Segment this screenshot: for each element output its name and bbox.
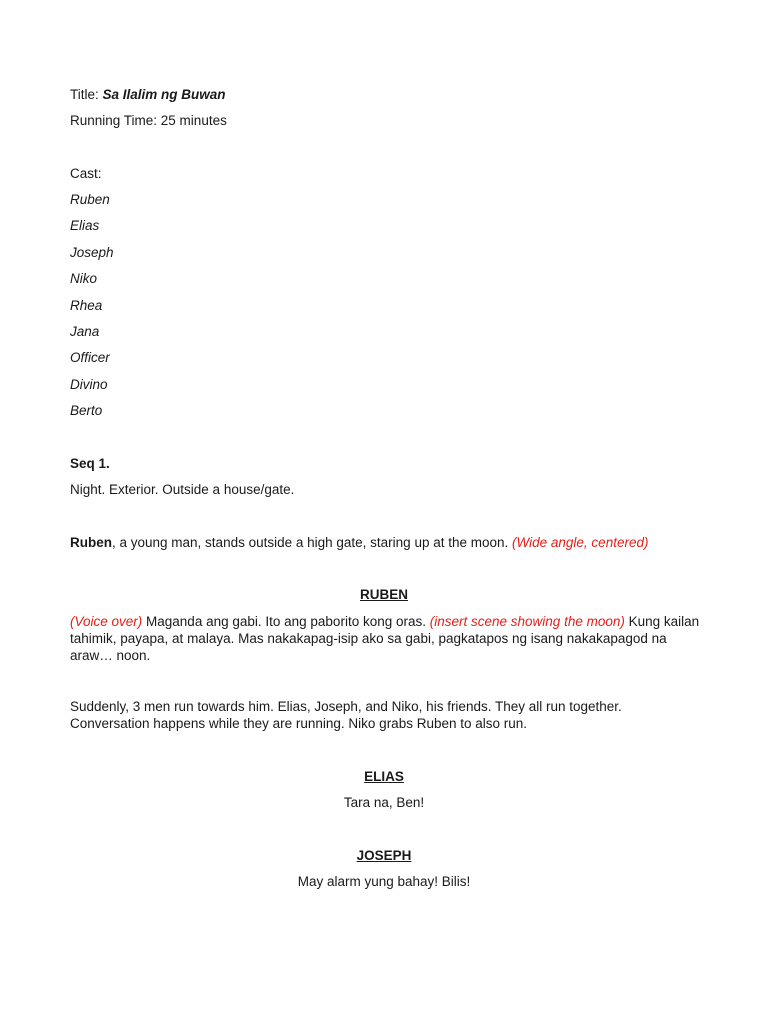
character-cue-wrap: [0, 847, 768, 865]
cast-member: Rhea: [70, 298, 103, 313]
scene-setting: Night. Exterior. Outside a house/gate.: [70, 482, 295, 497]
running-time: Running Time: 25 minutes: [70, 113, 227, 128]
title-label: Title:: [70, 87, 99, 102]
sequence-heading: Seq 1.: [70, 456, 110, 471]
cast-heading: Cast:: [70, 166, 102, 181]
character-cue-elias: ELIAS: [364, 769, 404, 784]
cast-member: Ruben: [70, 192, 110, 207]
cast-member: Niko: [70, 271, 98, 286]
character-name-ruben: Ruben: [70, 535, 112, 550]
cast-member: Officer: [70, 350, 110, 365]
cast-member: Joseph: [70, 245, 114, 260]
character-cue-ruben: RUBEN: [359, 587, 408, 602]
joseph-dialogue: May alarm yung bahay! Bilis!: [297, 874, 471, 889]
voice-over-direction: (Voice over): [70, 614, 143, 629]
cast-member: Jana: [70, 324, 100, 339]
action-paragraph: Suddenly, 3 men run towards him. Elias, Joseph, and Niko, his friends. They all run together. Conversation happens while they are running. Niko grabs Ruben to also run.: [70, 699, 622, 731]
title-line: [70, 86, 226, 104]
character-cue-wrap: [0, 586, 768, 604]
action-text: , a young man, stands outside a high gate, staring up at the moon.: [112, 535, 513, 550]
action-line: [70, 534, 648, 552]
character-cue-joseph: JOSEPH: [356, 848, 412, 863]
character-cue-wrap: [0, 768, 768, 786]
dialogue-text: Maganda ang gabi. Ito ang paborito kong oras.: [142, 614, 430, 629]
cast-member: Elias: [70, 218, 100, 233]
script-title: Sa Ilalim ng Buwan: [102, 87, 226, 102]
cast-member: Divino: [70, 377, 108, 392]
elias-dialogue: Tara na, Ben!: [343, 795, 425, 810]
ruben-dialogue: [70, 613, 700, 664]
insert-direction: (insert scene showing the moon): [429, 614, 625, 629]
camera-direction: (Wide angle, centered): [512, 535, 649, 550]
cast-member: Berto: [70, 403, 103, 418]
dialogue-text: Kung kailan tahimik, payapa, at malaya. Mas nakakapag-isip ako sa gabi, pagkatapos ng isang nakakapagod na araw… noon.: [70, 614, 700, 663]
